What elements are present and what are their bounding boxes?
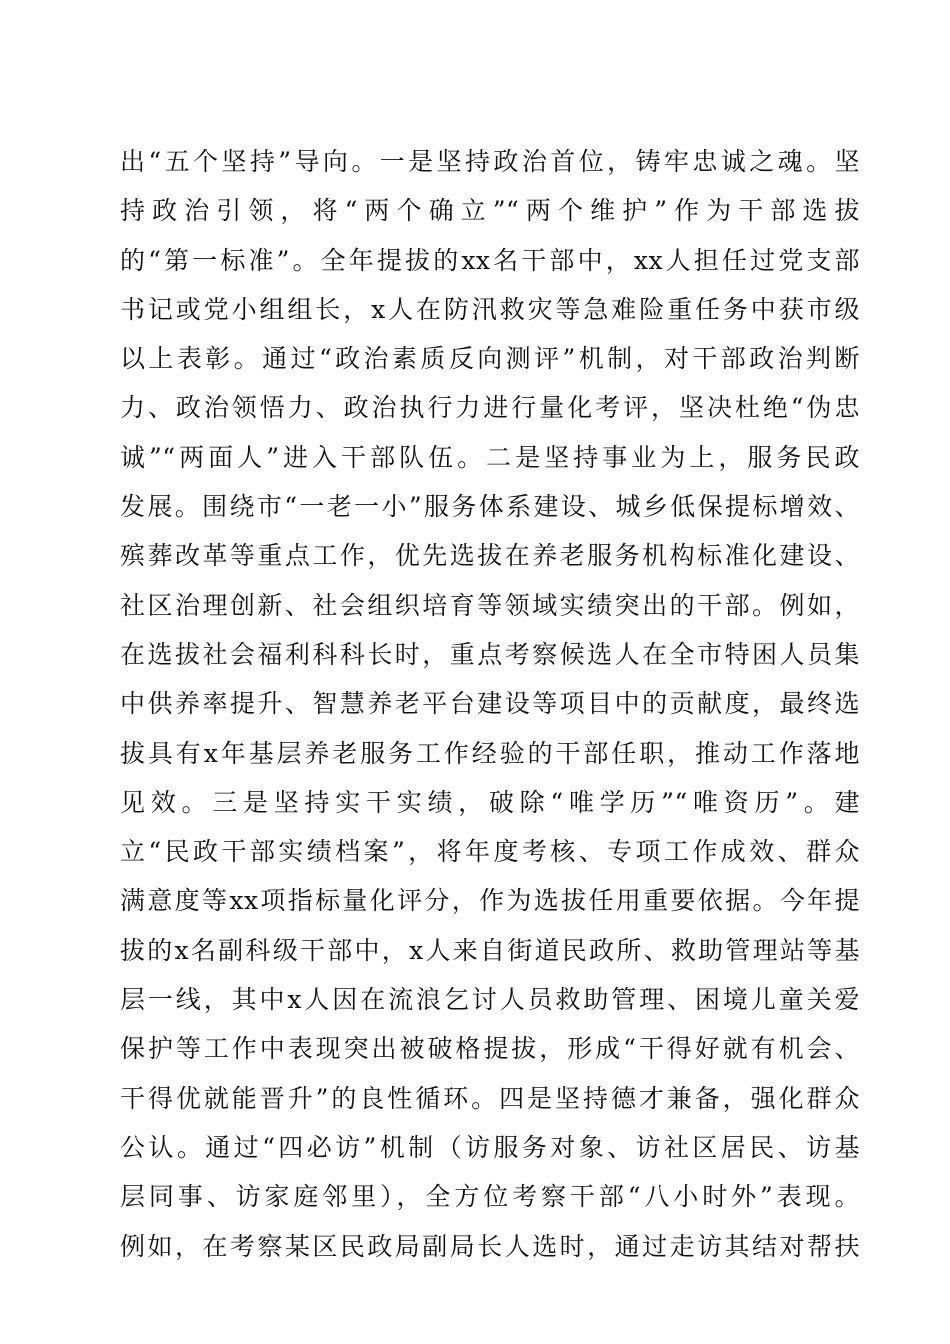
text-line: 力、政治领悟力、政治执行力进行量化考评，坚决杜绝“伪忠 (120, 393, 860, 423)
text-line: 例如，在考察某区民政局副局长人选时，通过走访其结对帮扶 (120, 1231, 860, 1261)
text-line: 满意度等xx项指标量化评分，作为选拔任用重要依据。今年提 (120, 886, 860, 916)
text-line: 出“五个坚持”导向。一是坚持政治首位，铸牢忠诚之魂。坚 (120, 147, 860, 176)
text-line: 保护等工作中表现突出被破格提拔，形成“干得好就有机会、 (120, 1034, 860, 1064)
text-line: 在选拔社会福利科科长时，重点考察候选人在全市特困人员集 (120, 639, 860, 669)
text-line: 以上表彰。通过“政治素质反向测评”机制，对干部政治判断 (120, 344, 860, 374)
text-line: 社区治理创新、社会组织培育等领域实绩突出的干部。例如， (120, 590, 860, 620)
text-line: 发展。围绕市“一老一小”服务体系建设、城乡低保提标增效、 (120, 492, 860, 522)
text-line: 立“民政干部实绩档案”，将年度考核、专项工作成效、群众 (120, 837, 860, 867)
text-line: 书记或党小组组长，x人在防汛救灾等急难险重任务中获市级 (120, 294, 860, 324)
text-line: 持政治引领，将“两个确立”“两个维护”作为干部选拔 (120, 196, 860, 226)
text-line: 中供养率提升、智慧养老平台建设等项目中的贡献度，最终选 (120, 689, 860, 719)
text-line: 见效。三是坚持实干实绩，破除“唯学历”“唯资历”。建 (120, 787, 860, 817)
text-line: 殡葬改革等重点工作，优先选拔在养老服务机构标准化建设、 (120, 541, 860, 571)
body-paragraph (120, 137, 860, 1271)
text-line: 的“第一标准”。全年提拔的xx名干部中，xx人担任过党支部 (120, 245, 860, 275)
text-line: 层同事、访家庭邻里），全方位考察干部“八小时外”表现。 (120, 1182, 860, 1212)
text-line: 公认。通过“四必访”机制（访服务对象、访社区居民、访基 (120, 1132, 860, 1162)
text-line: 拔具有x年基层养老服务工作经验的干部任职，推动工作落地 (120, 738, 860, 768)
text-line: 诚”“两面人”进入干部队伍。二是坚持事业为上，服务民政 (120, 442, 860, 472)
text-line: 干得优就能晋升”的良性循环。四是坚持德才兼备，强化群众 (120, 1083, 860, 1113)
text-line: 拔的x名副科级干部中，x人来自街道民政所、救助管理站等基 (120, 935, 860, 965)
text-line: 层一线，其中x人因在流浪乞讨人员救助管理、困境儿童关爱 (120, 985, 860, 1015)
